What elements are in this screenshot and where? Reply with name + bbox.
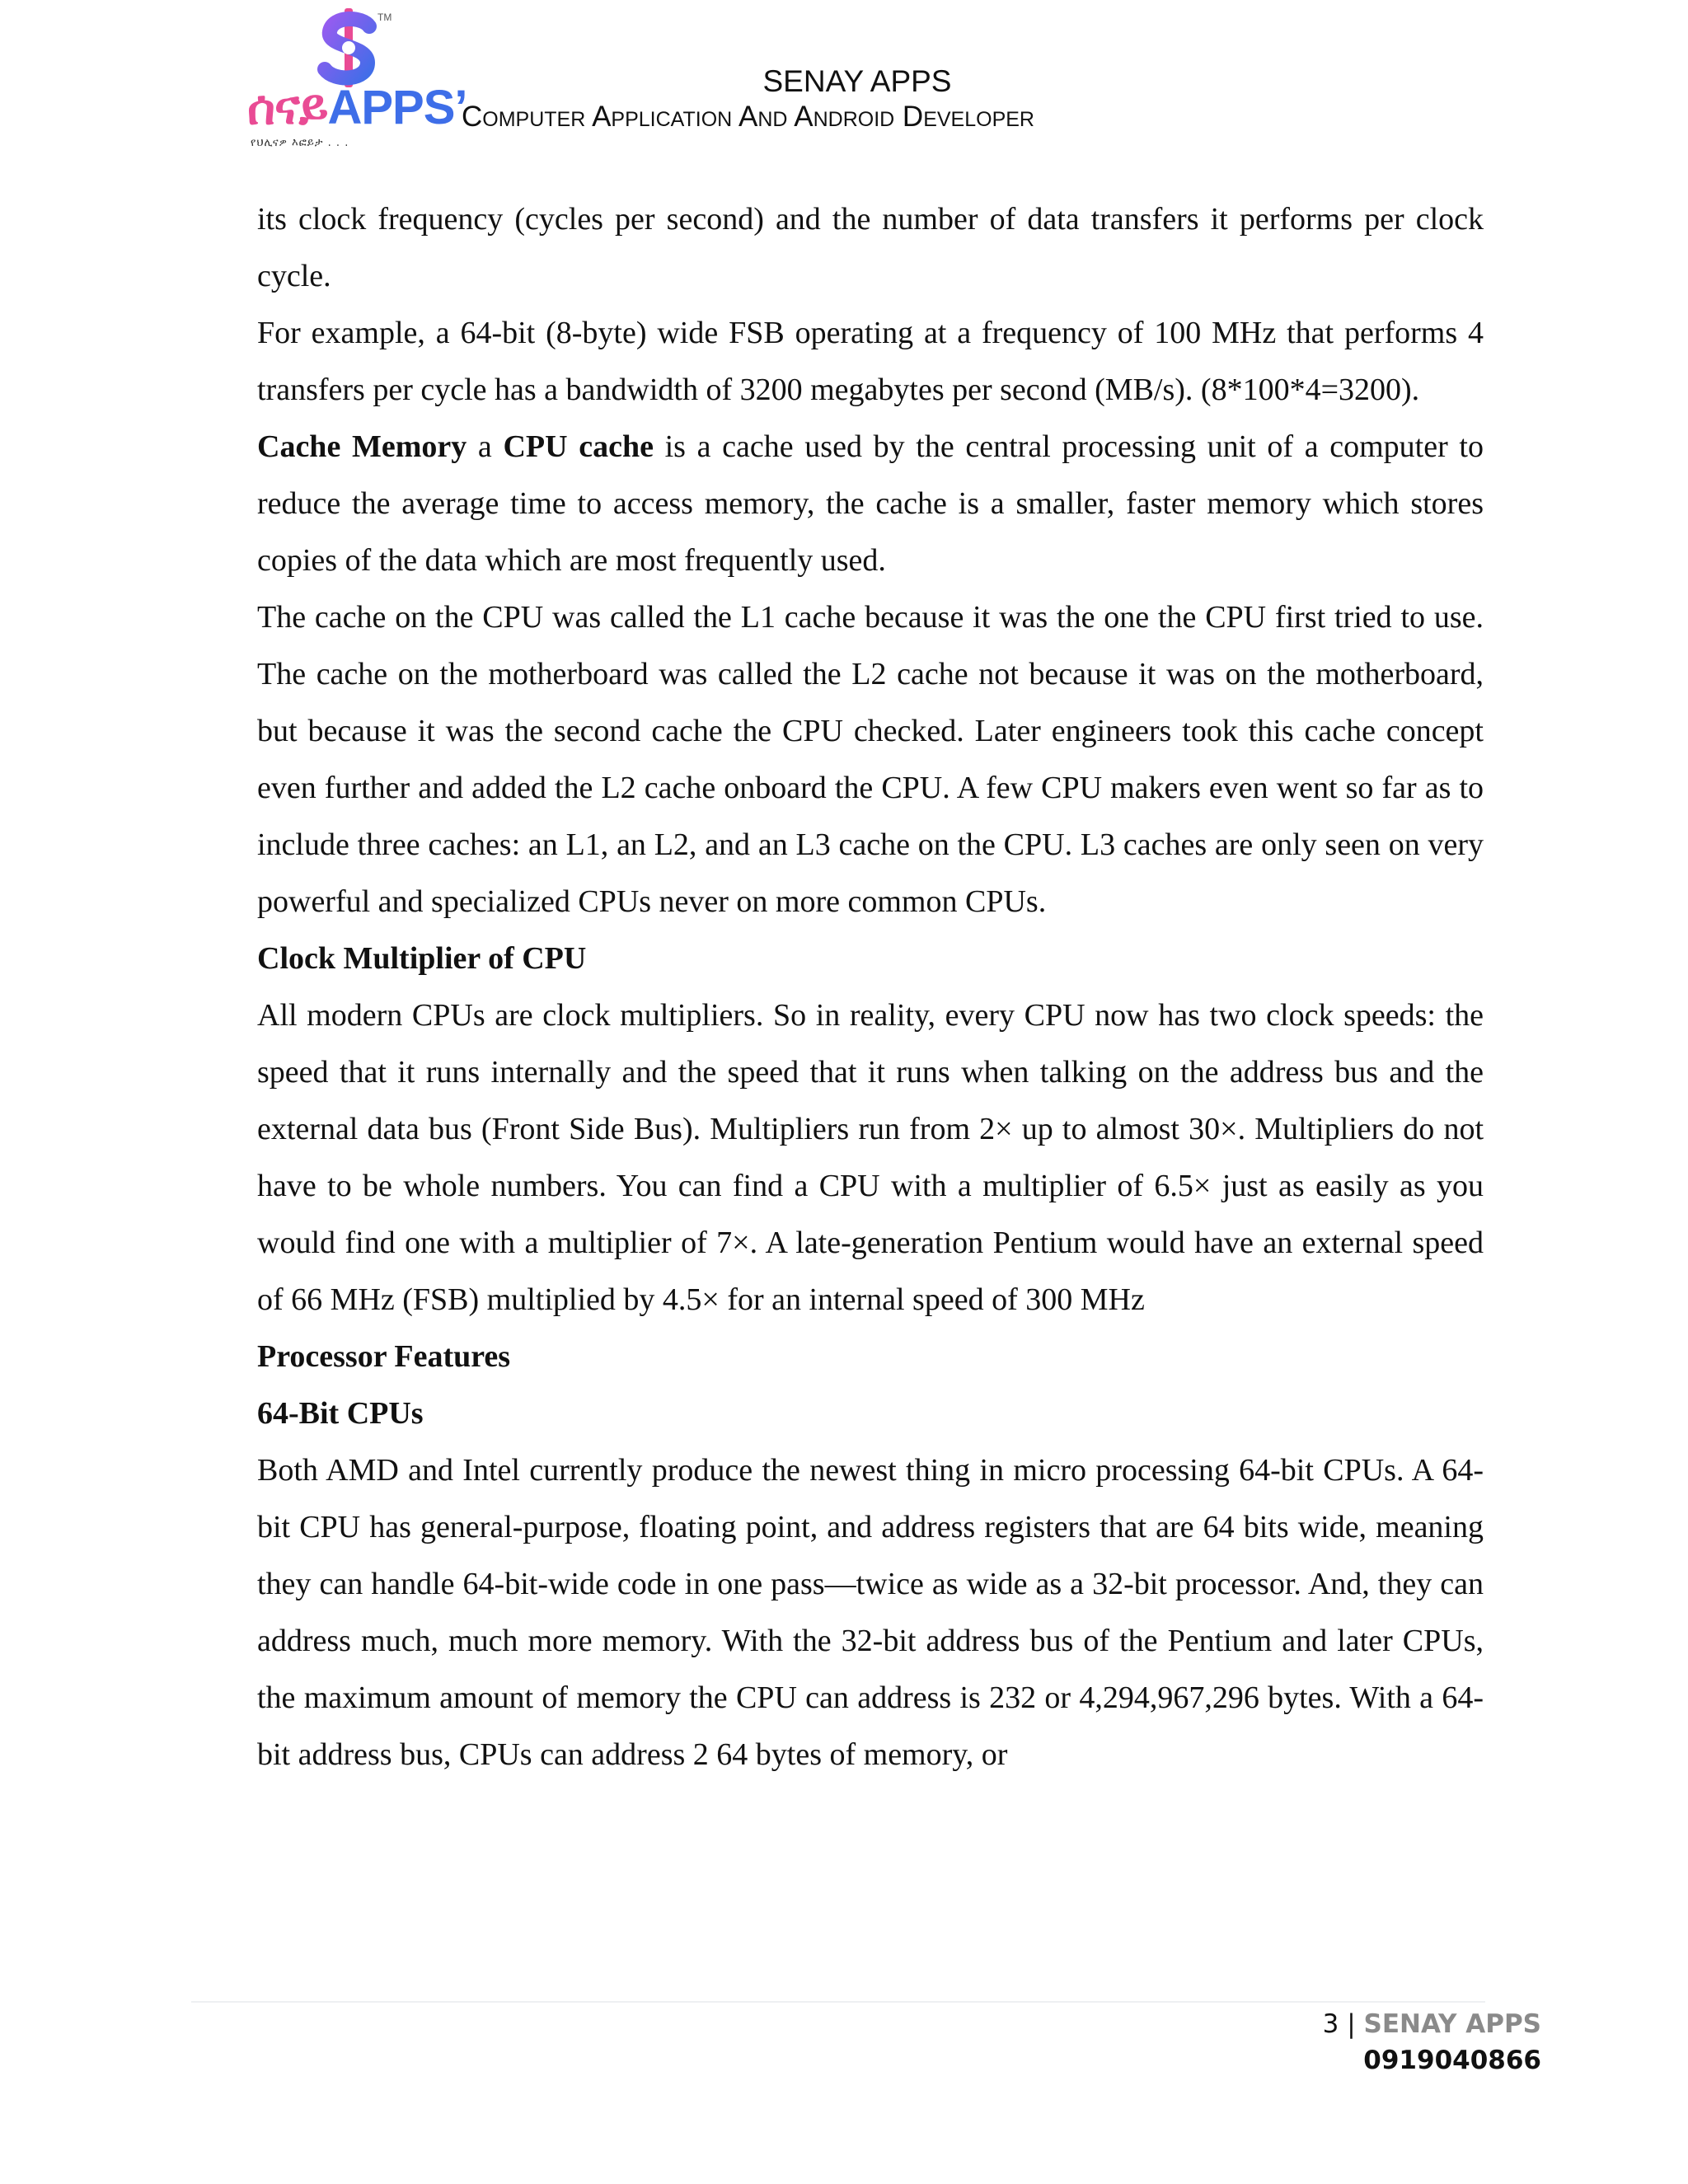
paragraph-cache-memory xyxy=(257,419,1484,589)
heading-clock-multiplier: Clock Multiplier of CPU xyxy=(257,941,587,976)
heading-64-bit-cpus: 64-Bit CPUs xyxy=(257,1396,424,1431)
paragraph-clock-multiplier: All modern CPUs are clock multipliers. So in reality, every CPU now has two clock speeds: the speed that it runs internally and the speed that it runs when talking on the address bus and the external data bus (Front Side Bus). Multipliers run from 2× up to almost 30×. Multipliers do not have to be whole numbers. You can find a CPU with a multiplier of 6.5× just as easily as you would find one with a multiplier of 7×. A late-generation Pentium would have an external speed of 66 MHz (FSB) multiplied by 4.5× for an internal speed of 300 MHz xyxy=(257,998,1484,1317)
term-connector: a xyxy=(467,429,504,464)
page-number: 3 xyxy=(1322,2009,1339,2039)
footer-phone: 0919040866 xyxy=(1363,2046,1541,2075)
cache-memory-definition: is a cache used by the central processing unit of a computer to reduce the average time to access memory, the cache is a smaller, faster memory which stores copies of the data which are most frequently used. xyxy=(257,429,1484,578)
page-header xyxy=(0,0,1688,173)
logo-wordmark-amharic: ሰናይ xyxy=(247,81,328,134)
document-body xyxy=(257,191,1484,1783)
paragraph-cache-levels: The cache on the CPU was called the L1 cache because it was the one the CPU first tried to use. The cache on the motherboard was called the L2 cache not because it was on the motherboard, but because it was the second cache the CPU checked. Later engineers took this cache concept even further and added the L2 cache onboard the CPU. A few CPU makers even went so far as to include three caches: an L1, an L2, and an L3 cache on the CPU. L3 caches are only seen on very powerful and specialized CPUs never on more common CPUs. xyxy=(257,600,1484,919)
dollar-s-logo-icon xyxy=(312,8,386,87)
logo-wordmark-latin: APPS’ xyxy=(327,81,467,134)
paragraph-clock-frequency: its clock frequency (cycles per second) and the number of data transfers it performs per clock cycle. xyxy=(257,202,1484,293)
heading-processor-features: Processor Features xyxy=(257,1339,511,1374)
page-footer xyxy=(1323,2006,1541,2079)
footer-separator: | xyxy=(1347,2009,1356,2039)
paragraph-64-bit-cpus: Both AMD and Intel currently produce the newest thing in micro processing 64-bit CPUs. A 64-bit CPU has general-purpose, floating point, and address registers that are 64 bits wide, meaning they can handle 64-bit-wide code in one pass—twice as wide as a 32-bit processor. And, they can address much, much more memory. With the 32-bit address bus of the Pentium and later CPUs, the maximum amount of memory the CPU can address is 232 or 4,294,967,296 bytes. With a 64-bit address bus, CPUs can address 2 64 bytes of memory, or xyxy=(257,1453,1484,1772)
footer-divider xyxy=(191,2001,1485,2003)
trademark-mark: TM xyxy=(377,12,392,23)
site-title: SENAY APPS xyxy=(762,64,952,98)
paragraph-fsb-example: For example, a 64-bit (8-byte) wide FSB operating at a frequency of 100 MHz that performs 4 transfers per cycle has a bandwidth of 3200 megabytes per second (MB/s). (8*100*4=3200). xyxy=(257,316,1484,407)
footer-brand: SENAY APPS xyxy=(1363,2009,1541,2039)
senay-apps-logo xyxy=(247,0,467,165)
logo-wordmark xyxy=(247,82,467,134)
logo-tagline: የህሊናዎ እፎይታ . . . xyxy=(251,137,349,149)
term-cpu-cache: CPU cache xyxy=(503,429,654,464)
term-cache-memory: Cache Memory xyxy=(257,429,467,464)
site-subtitle: Computer Application And Android Developer xyxy=(462,101,1034,133)
